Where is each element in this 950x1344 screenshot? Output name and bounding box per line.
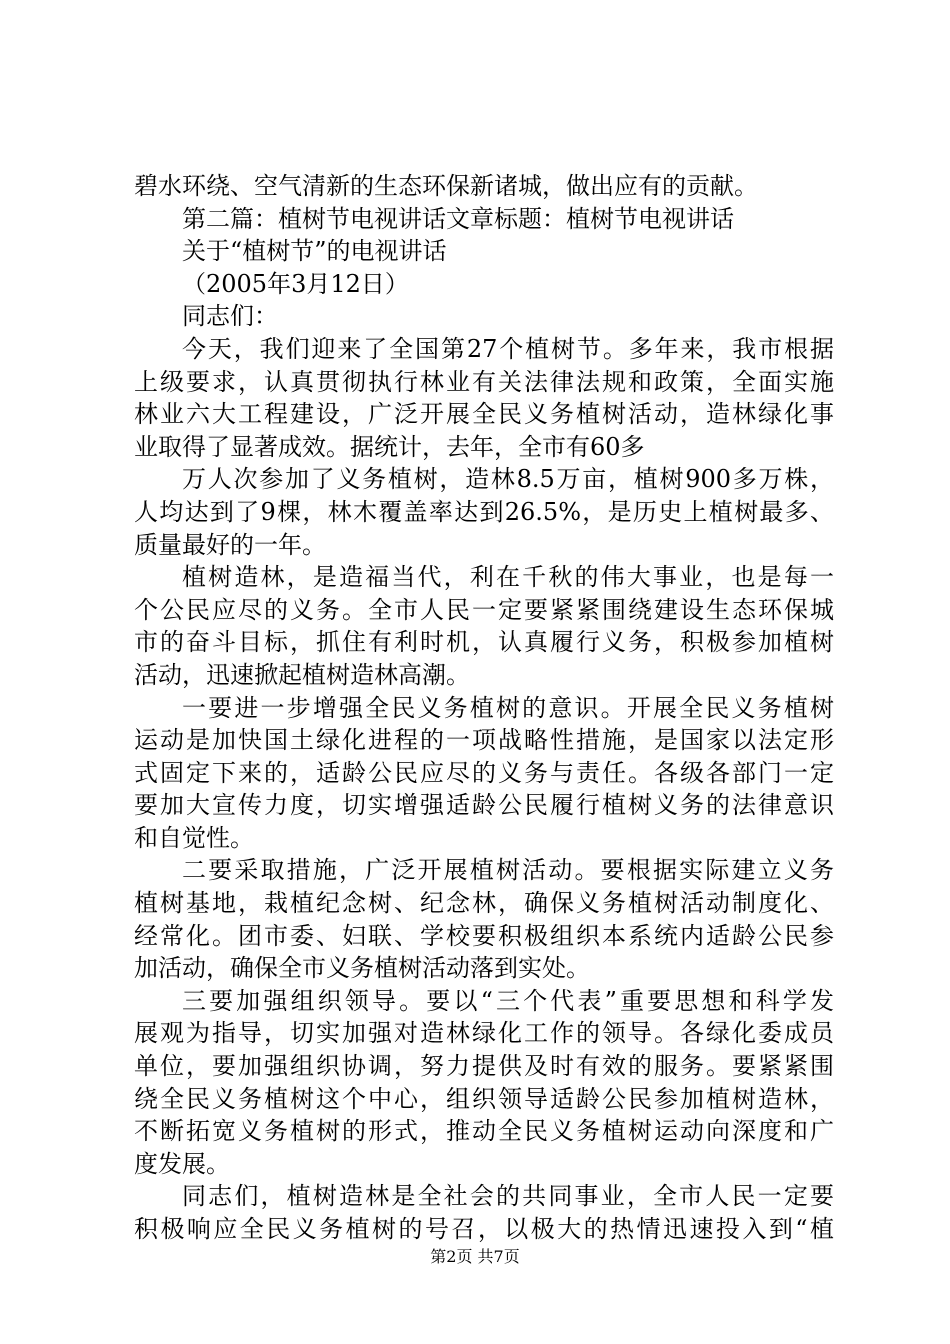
text-line: 林业六大工程建设，广泛开展全民义务植树活动，造林绿化事 bbox=[134, 400, 834, 429]
text-line: 单位，要加强组织协调，努力提供及时有效的服务。要紧紧围 bbox=[134, 1052, 834, 1081]
text-line: 二要采取措施，广泛开展植树活动。要根据实际建立义务 bbox=[182, 856, 834, 885]
text-line: 积极响应全民义务植树的号召，以极大的热情迅速投入到“植 bbox=[134, 1215, 834, 1243]
page-number-label: 第2页 共7页 bbox=[430, 1247, 520, 1266]
text-line: 经常化。团市委、妇联、学校要积极组织本系统内适龄公民参 bbox=[134, 921, 834, 950]
text-line: 业取得了显著成效。据统计，去年，全市有60多 bbox=[134, 432, 645, 461]
text-line: 质量最好的一年。 bbox=[134, 530, 326, 559]
text-line: 式固定下来的，适龄公民应尽的义务与责任。各级各部门一定 bbox=[134, 758, 834, 787]
text-line: 度发展。 bbox=[134, 1149, 230, 1178]
text-line: 绕全民义务植树这个中心，组织领导适龄公民参加植树造林， bbox=[134, 1084, 834, 1113]
text-line: 一要进一步增强全民义务植树的意识。开展全民义务植树 bbox=[182, 693, 834, 722]
text-line: 万人次参加了义务植树，造林8.5万亩，植树900多万株， bbox=[182, 465, 834, 494]
text-line: 人均达到了9棵，林木覆盖率达到26.5%，是历史上植树最多、 bbox=[134, 497, 834, 526]
text-line: 上级要求，认真贯彻执行林业有关法律法规和政策，全面实施 bbox=[134, 367, 834, 396]
text-line: 不断拓宽义务植树的形式，推动全民义务植树运动向深度和广 bbox=[134, 1117, 834, 1146]
document-body bbox=[134, 170, 834, 1246]
text-line: 三要加强组织领导。要以“三个代表”重要思想和科学发 bbox=[182, 986, 834, 1015]
text-line: 今天，我们迎来了全国第27个植树节。多年来，我市根据 bbox=[182, 334, 834, 363]
text-line: 第二篇：植树节电视讲话文章标题：植树节电视讲话 bbox=[182, 204, 734, 233]
text-line: 关于“植树节”的电视讲话 bbox=[182, 237, 447, 266]
text-line: 展观为指导，切实加强对造林绿化工作的领导。各绿化委成员 bbox=[134, 1019, 834, 1048]
text-line: 碧水环绕、空气清新的生态环保新诸城，做出应有的贡献。 bbox=[134, 172, 758, 200]
text-line: 活动，迅速掀起植树造林高潮。 bbox=[134, 660, 470, 689]
text-line: 加活动，确保全市义务植树活动落到实处。 bbox=[134, 954, 590, 983]
text-line: 要加大宣传力度，切实增强适龄公民履行植树义务的法律意识 bbox=[134, 791, 834, 820]
text-line: 同志们，植树造林是全社会的共同事业，全市人民一定要 bbox=[182, 1182, 834, 1211]
text-line: 和自觉性。 bbox=[134, 823, 254, 852]
text-line: 植树基地，栽植纪念树、纪念林，确保义务植树活动制度化、 bbox=[134, 889, 834, 918]
text-line: 同志们： bbox=[182, 302, 278, 331]
text-line: 植树造林，是造福当代，利在千秋的伟大事业，也是每一 bbox=[182, 563, 834, 592]
text-line: 个公民应尽的义务。全市人民一定要紧紧围绕建设生态环保城 bbox=[134, 595, 834, 624]
text-line: （2005年3月12日） bbox=[182, 269, 409, 298]
text-line: 运动是加快国土绿化进程的一项战略性措施，是国家以法定形 bbox=[134, 726, 834, 755]
text-line: 市的奋斗目标，抓住有利时机，认真履行义务，积极参加植树 bbox=[134, 628, 834, 657]
page-footer bbox=[0, 1244, 950, 1267]
